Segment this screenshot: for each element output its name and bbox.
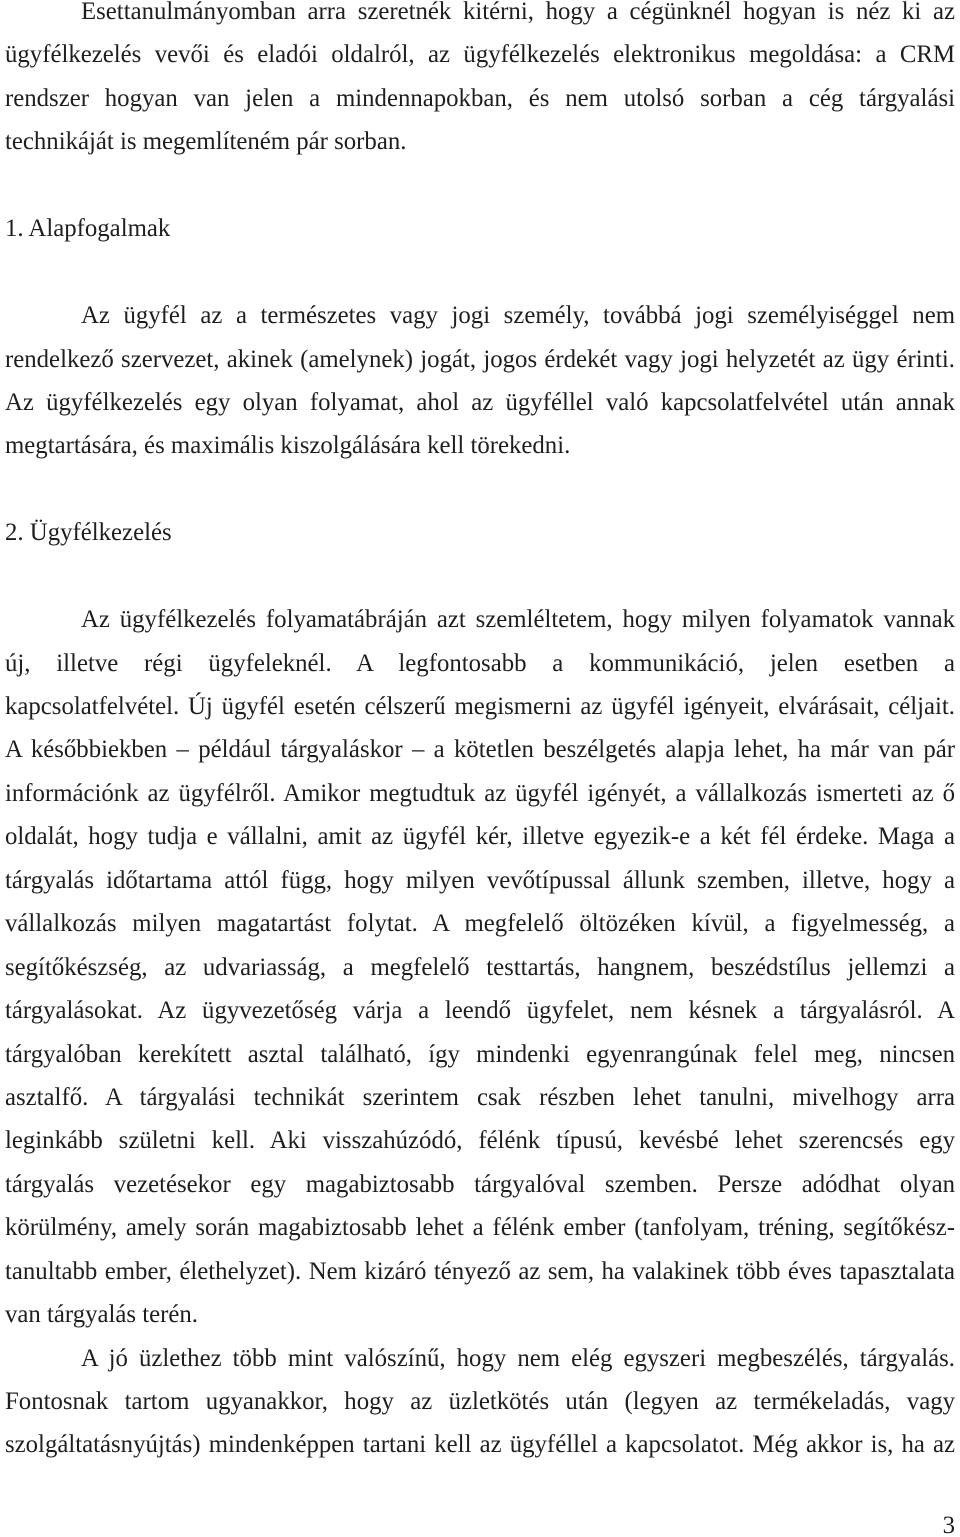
page-number: 3 <box>942 1512 955 1537</box>
paragraph-line: Az ügyfélkezelés folyamatábráján azt szemléltetem, hogy milyen folyamatok vannak <box>81 606 955 634</box>
paragraph-line: Esettanulmányomban arra szeretnék kitérni, hogy a cégünknél hogyan is néz ki az <box>81 0 955 25</box>
paragraph-line: rendelkező szervezet, akinek (amelynek) jogát, jogos érdekét vagy jogi helyzetét az ügy érinti. <box>5 345 955 373</box>
document-body <box>5 0 955 1467</box>
paragraph-line: rendszer hogyan van jelen a mindennapokban, és nem utolsó sorban a cég tárgyalási <box>5 84 955 112</box>
paragraph-line: leginkább születni kell. Aki visszahúzódó, félénk típusú, kevésbé lehet szerencsés egy <box>5 1127 955 1155</box>
paragraph-line: körülmény, amely során magabiztosabb lehet a félénk ember (tanfolyam, tréning, segítőkész- <box>5 1214 955 1242</box>
paragraph-line: A későbbiekben – például tárgyaláskor – a kötetlen beszélgetés alapja lehet, ha már van pár <box>5 736 955 764</box>
paragraph-line: A jó üzlethez több mint valószínű, hogy nem elég egyszeri megbeszélés, tárgyalás. <box>81 1344 955 1372</box>
section-heading: 1. Alapfogalmak <box>5 215 171 243</box>
paragraph-line: tárgyalóban kerekített asztal található, így mindenki egyenrangúnak felel meg, nincsen <box>5 1040 955 1068</box>
paragraph-line: oldalát, hogy tudja e vállalni, amit az ügyfél kér, illetve egyezik-e a két fél érdeke. Maga a <box>5 823 955 851</box>
paragraph <box>5 1337 955 1467</box>
paragraph-line: technikáját is megemlíteném pár sorban. <box>5 128 407 156</box>
paragraph-line: kapcsolatfelvétel. Új ügyfél esetén célszerű megismerni az ügyfél igényeit, elvárásait, céljait. <box>5 693 955 720</box>
section-heading: 2. Ügyfélkezelés <box>5 519 172 547</box>
paragraph-line: szolgáltatásnyújtás) mindenképpen tartani kell az ügyféllel a kapcsolatot. Még akkor is, ha az <box>5 1431 955 1459</box>
paragraph-line: ügyfélkezelés vevői és eladói oldalról, az ügyfélkezelés elektronikus megoldása: a CRM <box>5 41 955 69</box>
paragraph-line: Az ügyfélkezelés egy olyan folyamat, ahol az ügyféllel való kapcsolatfelvétel után annak <box>5 388 955 416</box>
paragraph-line: Az ügyfél az a természetes vagy jogi személy, továbbá jogi személyiséggel nem <box>81 302 955 330</box>
paragraph-line: tárgyalás vezetésekor egy magabiztosabb tárgyalóval szemben. Persze adódhat olyan <box>5 1170 955 1198</box>
paragraph-line: Fontosnak tartom ugyanakkor, hogy az üzletkötés után (legyen az termékeladás, vagy <box>5 1388 955 1415</box>
paragraph-line: tanultabb ember, élethelyzet). Nem kizáró tényező az sem, ha valakinek több éves tapasztalata <box>5 1257 955 1285</box>
paragraph-line: tárgyalás időtartama attól függ, hogy milyen vevőtípussal állunk szemben, illetve, hogy a <box>5 866 955 894</box>
paragraph-line: tárgyalásokat. Az ügyvezetőség várja a leendő ügyfelet, nem késnek a tárgyalásról. A <box>5 997 955 1025</box>
paragraph-line: megtartására, és maximális kiszolgálására kell törekedni. <box>5 432 571 460</box>
paragraph-line: új, illetve régi ügyfeleknél. A legfontosabb a kommunikáció, jelen esetben a <box>5 649 955 677</box>
paragraph-line: asztalfő. A tárgyalási technikát szerintem csak részben lehet tanulni, mivelhogy arra <box>5 1083 955 1111</box>
paragraph <box>5 598 955 1336</box>
intro-paragraph <box>5 0 955 164</box>
paragraph-line: információnk az ügyfélről. Amikor megtudtuk az ügyfél igényét, a vállalkozás ismerteti az ő <box>5 779 955 807</box>
paragraph <box>5 294 955 468</box>
paragraph-line: van tárgyalás terén. <box>5 1301 199 1329</box>
paragraph-line: vállalkozás milyen magatartást folytat. A megfelelő öltözéken kívül, a figyelmesség, a <box>5 910 955 938</box>
paragraph-line: segítőkészség, az udvariasság, a megfelelő testtartás, hangnem, beszédstílus jellemzi a <box>5 953 955 981</box>
